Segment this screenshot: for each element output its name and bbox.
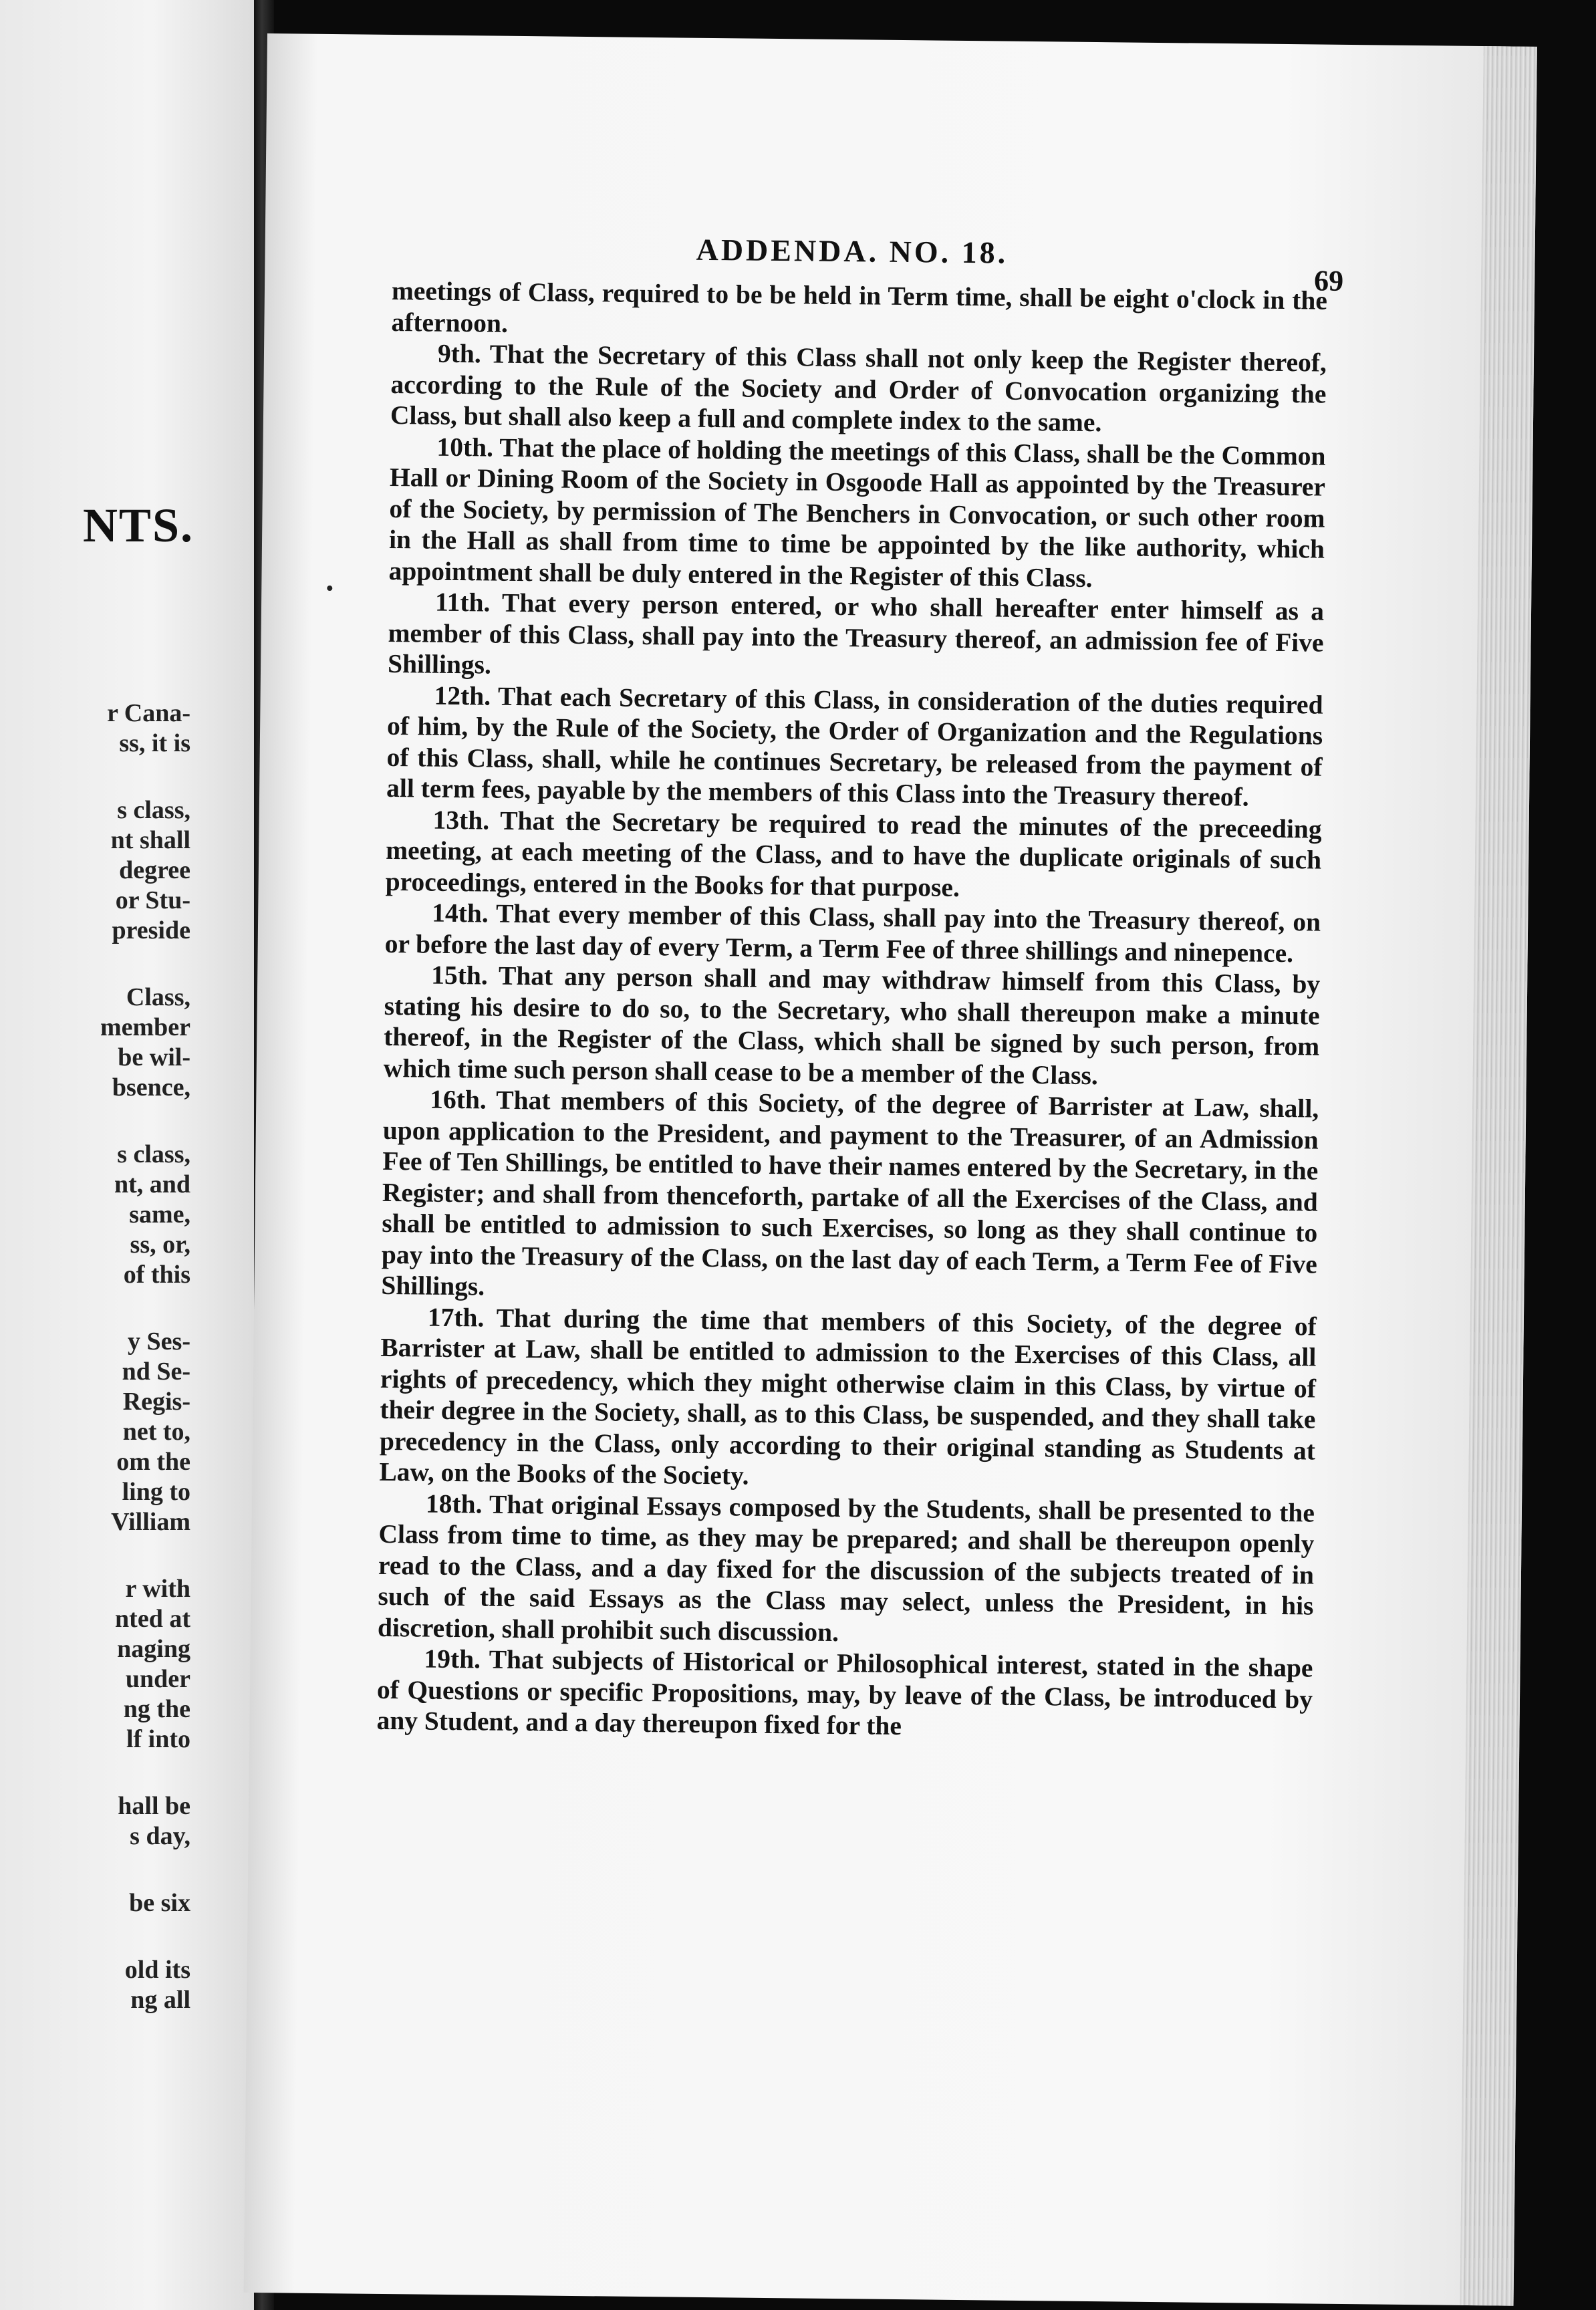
left-page-line: nted at [115,1605,190,1633]
body-text [376,275,1327,1746]
left-page-line: under [125,1665,190,1693]
left-page-line: r Cana- [107,699,190,727]
left-page-line: old its [124,1956,190,1984]
paragraph: 16th. That members of this Society, of the degree of Barrister at Law, shall, upon application to the President, and payment to the Treasurer, of an Admission Fee of Ten Shillings, be entitled to have their names entered by the Secretary, in the Register; and shall from thenceforth, partake of all the Exercises of the Class, and shall be entitled to admission to such Exercises, so long as they shall continue to pay into the Treasury of the Class, on the last day of each Term, a Term Fee of Five Shillings. [381,1084,1319,1301]
left-page-line: Regis- [122,1388,190,1416]
running-head: ADDENDA. NO. 18. [696,232,1009,270]
left-page-heading-fragment: NTS. [82,499,194,552]
paragraph: 14th. That every member of this Class, shall pay into the Treasury thereof, on or before the last day of every Term, a Term Fee of three shillings and ninepence. [384,898,1321,968]
left-page-line: ss, or, [130,1231,190,1259]
left-page-line: lf into [126,1725,190,1753]
left-page-line: s class, [117,1140,190,1168]
left-page-line: hall be [118,1792,190,1820]
paragraph: 9th. That the Secretary of this Class shall not only keep the Register thereof, according to the Rule of the Society and Order of Convocation organizing the Class, but shall also keep a full and complete index to the same. [390,338,1327,438]
left-page-line: y Ses- [128,1327,190,1356]
paragraph: 12th. That each Secretary of this Class, in consideration of the duties required of him, by the Rule of the Society, the Order of Organization and the Regulations of this Class, shall, while he continues Secretary, be released from the payment of all term fees, payable by the members of this Class into the Treasury thereof. [386,680,1323,812]
margin-mark [327,586,332,591]
left-page-line: member [100,1013,190,1041]
main-page [244,33,1537,2306]
left-page-line: Villiam [111,1508,190,1536]
left-page-line: be six [129,1889,190,1917]
left-page-line: be wil- [118,1043,190,1071]
left-page-line: ss, it is [119,729,190,757]
left-page-line: naging [117,1635,190,1663]
paragraph: 17th. That during the time that members of this Society, of the degree of Barrister at Law, shall be entitled to admission to the Exercises of this Class, all rights of precedency, which they might otherwise claim in this Class, by virtue of their degree in the Society, shall, as to this Class, be suspended, and they shall take precedency in the Class, only according to their original standing as Students at Law, on the Books of the Society. [379,1302,1317,1491]
left-page-line: degree [119,856,190,884]
left-page-line: s day, [130,1822,190,1850]
paragraph: 13th. That the Secretary be required to read the minutes of the preceeding meeting, at each meeting of the Class, and to have the duplicate originals of such proceedings, entered in the Books for that purpose. [385,805,1322,902]
left-page-line: of this [123,1261,190,1289]
paragraph: 10th. That the place of holding the meetings of this Class, shall be the Common Hall or Dining Room of the Society in Osgoode Hall as appointed by the Treasurer of the Society, by permission of The Benchers in Convocation, or such other room in the Hall as shall from time to time be appointed by the like authority, which appointment shall be duly entered in the Register of this Class. [388,432,1326,593]
left-page-line: preside [112,916,190,944]
left-page-line: or Stu- [115,886,190,914]
left-page-line: s class, [117,796,190,824]
left-page-line: ling to [122,1478,190,1506]
paragraph: 19th. That subjects of Historical or Philosophical interest, stated in the shape of Questions or specific Propositions, may, by leave of the Class, be introduced by any Student, and a day thereupon fixed for the [376,1644,1313,1741]
left-page-line: bsence, [112,1073,190,1102]
page-edge [1460,46,1537,2306]
left-facing-page [0,0,254,2310]
paragraph: meetings of Class, required to be be held in Term time, shall be eight o'clock in the afternoon. [391,275,1328,338]
left-page-line: Class, [126,983,190,1011]
left-page-line: r with [125,1575,190,1603]
paragraph: 15th. That any person shall and may withdraw himself from this Class, by stating his desire to do so, to the Secretary, who shall thereupon make a minute thereof, in the Register of the Class, which shall be signed by such person, from which time such person shall cease to be a member of the Class. [383,960,1321,1090]
left-page-line: net to, [122,1418,190,1446]
left-page-line: same, [129,1200,190,1229]
left-page-line: nt, and [114,1170,190,1198]
left-page-line: om the [116,1448,190,1476]
left-page-line: nt shall [110,826,190,854]
left-page-line: nd Se- [122,1358,190,1386]
left-page-line: ng all [130,1986,190,2014]
paragraph: 18th. That original Essays composed by the Students, shall be presented to the Class from time to time, as they may be prepared; and shall be thereupon openly read to the Class, and a day fixed for the discussion of the subjects treated of in such of the said Essays as the Class may select, unless the President, in his discretion, shall prohibit such discussion. [377,1489,1315,1647]
page-number: 69 [1313,264,1344,297]
paragraph: 11th. That every person entered, or who shall hereafter enter himself as a member of this Class, shall pay into the Treasury thereof, an admission fee of Five Shillings. [387,587,1325,680]
left-page-line: ng the [123,1695,190,1723]
